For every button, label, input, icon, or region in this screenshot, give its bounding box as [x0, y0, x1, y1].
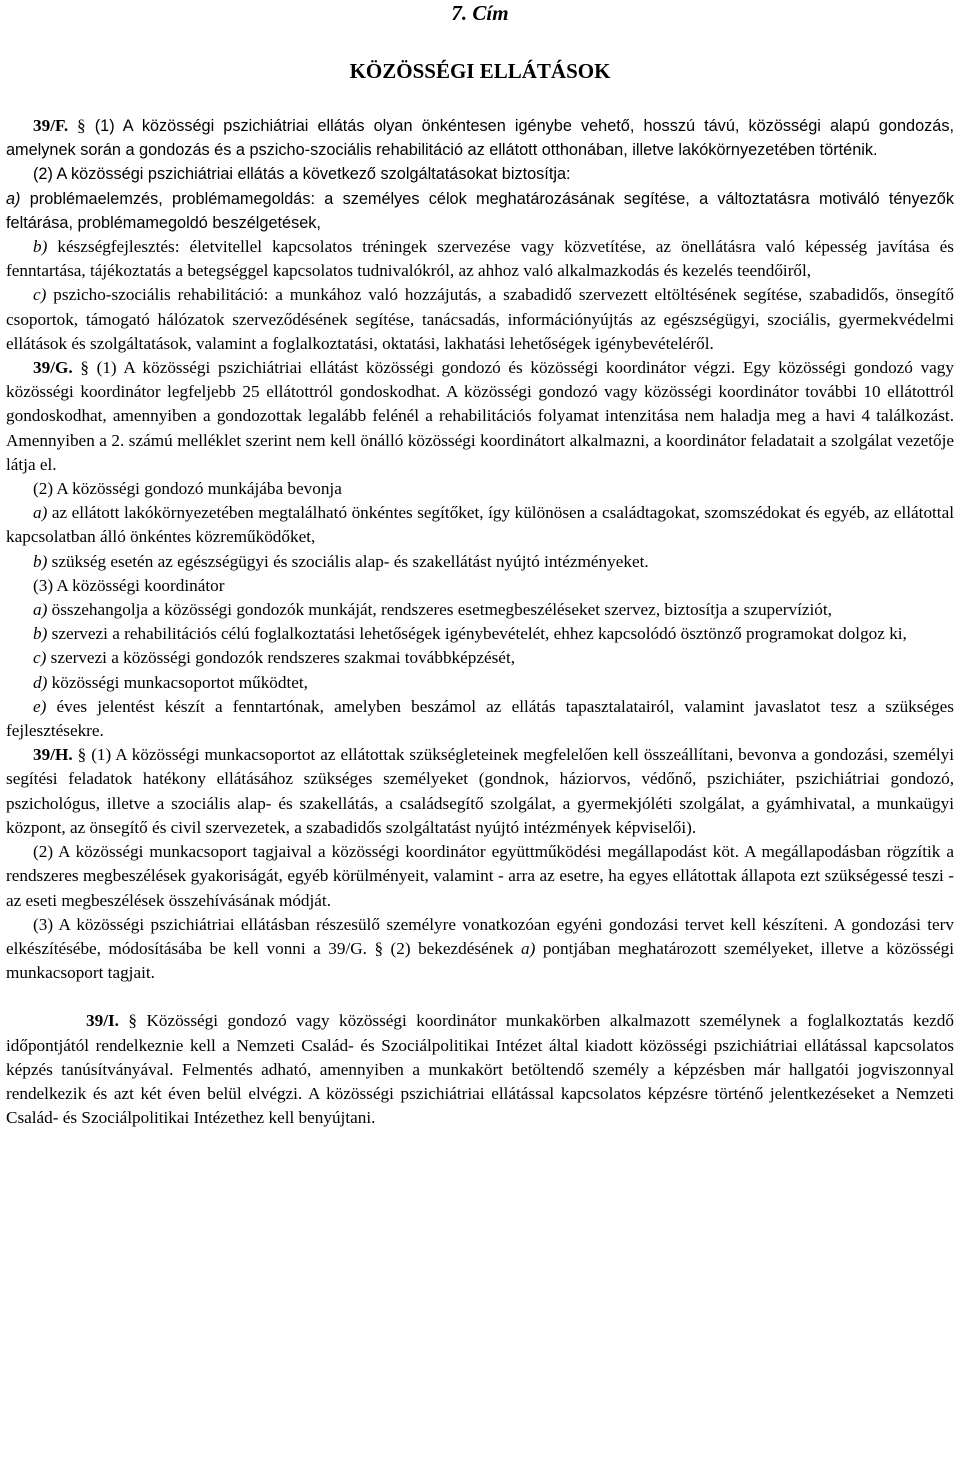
paragraph-39g-1: 39/G. § (1) A közösségi pszichiátriai ellátást közösségi gondozó és közösségi koordinátor végzi. Egy közösségi gondozó vagy közösségi koordinátor legfeljebb 25 ellátottról gondoskodhat. A közösségi gondozó vagy közösségi koordinátor további 10 ellátottról gondoskodhat, amennyiben a gondozottak legalább felénél a rehabilitációs folyamat intenzitása nem haladja meg a havi 4 találkozást. Amennyiben a 2. számú melléklet szerint nem kell önálló közösségi koordinátort alkalmazni, a koordinátor feladatait a szolgálat vezetője látja el.: [6, 358, 954, 474]
item-39f-c: c) pszicho-szociális rehabilitáció: a munkához való hozzájutás, a szabadidő szervezett eltöltésének segítése, szabadidős, önsegítő csoportok, támogató hálózatok szerveződésének segítése, tanácsadás, információnyújtás az egészségügyi, szociális, gyermekvédelmi ellátások és szolgáltatások, valamint a foglalkoztatási, oktatási, lakhatási lehetőségek igénybevételéről.: [6, 285, 954, 353]
item-39g-3c: c) szervezi a közösségi gondozók rendszeres szakmai továbbképzését,: [33, 648, 516, 668]
item-39g-2b: b) szükség esetén az egészségügyi és szociális alap- és szakellátást nyújtó intézményeket.: [33, 551, 649, 571]
section-number: 39/G.: [33, 358, 73, 378]
paragraph-39h-3: (3) A közösségi pszichiátriai ellátásban részesülő személyre vonatkozóan egyéni gondozási tervet kell készíteni. A gondozási terv elkészítésébe, módosításába be kell vonni a 39/G. § (2) bekezdésének a) pontjában meghatározott személyeket, illetve a közösségi munkacsoport tagjait.: [6, 914, 954, 983]
section-number: 39/I.: [86, 1011, 119, 1031]
item-39f-b: b) készségfejlesztés: életvitellel kapcsolatos tréningek szervezése vagy közvetítése, az önellátásra való képesség javítása és fenntartása, tájékoztatás a betegséggel kapcsolatos tudnivalókról, az ahhoz való alkalmazkodás és kezelés teendőiről,: [6, 237, 954, 281]
spacer: [6, 985, 954, 1009]
paragraph-39h-2: (2) A közösségi munkacsoport tagjaival a közösségi koordinátor együttműködési megállapodást köt. A megállapodásban rögzítik a rendszeres megbeszélések gyakoriságát, egyéb körülményeit, valamint - arra az esetre, ha egyes ellátottak állapota ezt szükségessé teszi - az eseti megbeszélések összehívásának módját.: [6, 842, 954, 910]
item-39g-3e: e) éves jelentést készít a fenntartónak, amelyben beszámol az ellátás tapasztalatairól, valamint javaslatot tesz a szükséges fejlesztésekre.: [6, 696, 954, 741]
item-39g-3b: b) szervezi a rehabilitációs célú foglalkoztatási lehetőségek igénybevételét, ehhez kapcsolódó ösztönző programokat dolgoz ki,: [33, 624, 907, 644]
paragraph-39f-1: 39/F. § (1) A közösségi pszichiátriai ellátás olyan önkéntesen igénybe vehető, hosszú távú, közösségi alapú gondozás, amelynek során a gondozás és a pszicho-szociális rehabilitáció az ellátott otthonában, illetve lakókörnyezetében történik.: [6, 116, 955, 160]
paragraph-39g-3: (3) A közösségi koordinátor: [33, 575, 225, 595]
item-39g-3d: d) közösségi munkacsoportot működtet,: [33, 672, 308, 692]
section-sign: §: [77, 745, 87, 765]
paragraph-39f-2: (2) A közösségi pszichiátriai ellátás a következő szolgáltatásokat biztosítja:: [33, 165, 571, 184]
paragraph-39g-2: (2) A közösségi gondozó munkájába bevonja: [33, 479, 342, 499]
section-title: KÖZÖSSÉGI ELLÁTÁSOK: [349, 59, 611, 83]
item-39f-a: a) problémaelemzés, problémamegoldás: a személyes célok meghatározásának segítése, a változtatásra motiváló tényezők feltárása, problémamegoldó beszélgetések,: [6, 189, 954, 232]
chapter-heading: 7. Cím: [451, 1, 509, 25]
section-number: 39/F.: [33, 116, 69, 135]
item-39g-3a: a) összehangolja a közösségi gondozók munkáját, rendszeres esetmegbeszéléseket szervez, biztosítja a szupervíziót,: [33, 600, 832, 620]
section-sign: §: [128, 1011, 137, 1031]
section-sign: §: [77, 116, 86, 135]
paragraph-39i-1: 39/I. § Közösségi gondozó vagy közösségi koordinátor munkakörben alkalmazott személynek a foglalkoztatás kezdő időpontjától rendelkeznie kell a Nemzeti Család- és Szociálpolitikai Intézet által kiadott közösségi pszichiátriai ellátással kapcsolatos képzés tanúsítványával. Felmentés adható, amennyiben a munkakört betöltendő személy a képzésben már hallgatói jogviszonnyal rendelkezik és azt két éven belül elvégzi. A közösségi pszichiátriai ellátással kapcsolatos képzésre történő jelentkezéseket a Nemzeti Család- és Szociálpolitikai Intézethez kell benyújtani.: [6, 1011, 954, 1128]
item-39g-2a: a) az ellátott lakókörnyezetében megtalálható önkéntes segítőket, így különösen a családtagokat, szomszédokat és egyéb, az ellátottal kapcsolatban álló önkéntes közreműködőket,: [6, 503, 954, 547]
paragraph-39h-1: 39/H. § (1) A közösségi munkacsoportot az ellátottak szükségleteinek megfelelően kell összeállítani, bevonva a gondozási, személyi segítési feladatok hatékony ellátásához szükséges személyeket (gondnok, háziorvos, védőnő, pszichiáter, pszichiátriai gondozó, pszichológus, illetve a szociális alap- és szakellátás, a családsegítő szolgálat, a gyermekjóléti szolgálat, a gyámhivatal, a munkaügyi központ, az önsegítő és civil szervezetek, a szabadidős szolgáltatást nyújtó intézmények képviselői).: [6, 745, 954, 837]
section-sign: §: [80, 358, 89, 378]
section-number: 39/H.: [33, 745, 73, 765]
